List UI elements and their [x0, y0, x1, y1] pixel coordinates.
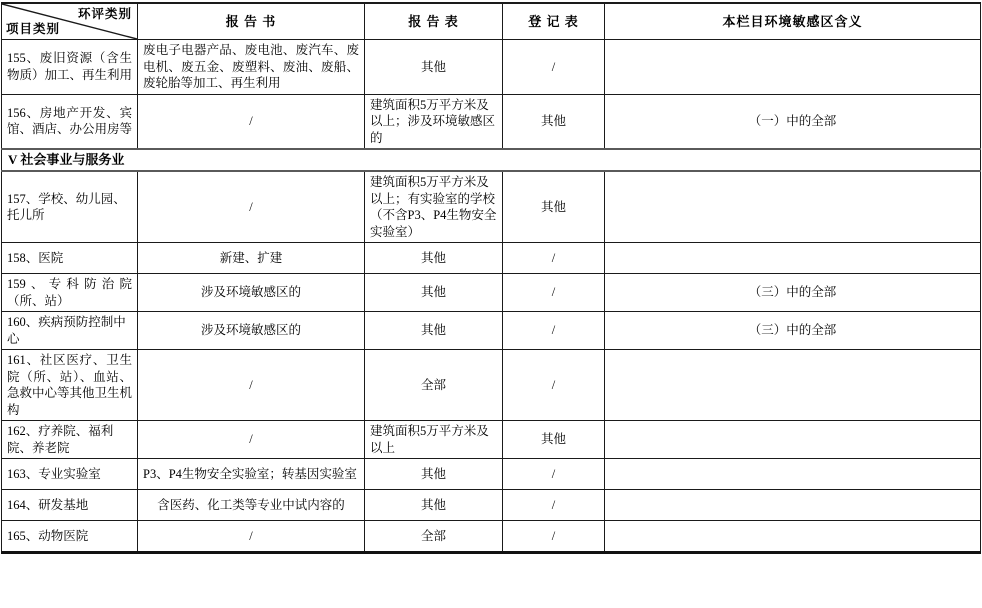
report-form-cell: 其他	[365, 40, 503, 95]
header-row	[2, 3, 981, 40]
report-form-cell: 建筑面积5万平方米及以上	[365, 421, 503, 459]
project-category-cell: 163、专业实验室	[2, 459, 138, 490]
report-book-cell: 涉及环境敏感区的	[138, 312, 365, 350]
table-row	[2, 459, 981, 490]
report-book-cell: /	[138, 171, 365, 243]
report-book-cell: 含医药、化工类等专业中试内容的	[138, 490, 365, 521]
report-form-cell: 其他	[365, 243, 503, 274]
header-cell-report-form: 报 告 表	[365, 3, 503, 40]
table-row	[2, 490, 981, 521]
registration-form-cell: /	[503, 521, 605, 553]
report-book-cell: /	[138, 421, 365, 459]
eia-category-table	[1, 2, 981, 554]
table-row	[2, 350, 981, 421]
sensitive-area-meaning-cell	[605, 421, 981, 459]
sensitive-area-meaning-cell: （一）中的全部	[605, 94, 981, 149]
project-category-cell: 156、房地产开发、宾馆、酒店、办公用房等	[2, 94, 138, 149]
registration-form-cell: /	[503, 490, 605, 521]
report-form-cell: 其他	[365, 490, 503, 521]
project-category-cell: 161、社区医疗、卫生院（所、站）、血站、急救中心等其他卫生机构	[2, 350, 138, 421]
registration-form-cell: 其他	[503, 171, 605, 243]
report-form-cell: 其他	[365, 459, 503, 490]
report-book-cell: 新建、扩建	[138, 243, 365, 274]
sensitive-area-meaning-cell	[605, 490, 981, 521]
report-form-cell: 其他	[365, 274, 503, 312]
registration-form-cell: 其他	[503, 94, 605, 149]
table-body	[2, 40, 981, 553]
registration-form-cell: /	[503, 243, 605, 274]
header-cell-report-book: 报 告 书	[138, 3, 365, 40]
project-category-cell: 157、学校、幼儿园、托儿所	[2, 171, 138, 243]
table-header	[2, 3, 981, 40]
sensitive-area-meaning-cell	[605, 171, 981, 243]
report-form-cell: 建筑面积5万平方米及以上；涉及环境敏感区的	[365, 94, 503, 149]
header-label-project-category: 项目类别	[6, 21, 61, 36]
report-book-cell: /	[138, 350, 365, 421]
table-row	[2, 243, 981, 274]
sensitive-area-meaning-cell	[605, 521, 981, 553]
sensitive-area-meaning-cell: （三）中的全部	[605, 274, 981, 312]
header-cell-sensitive-meaning: 本栏目环境敏感区含义	[605, 3, 981, 40]
section-header-label: V 社会事业与服务业	[2, 149, 981, 171]
report-book-cell: 涉及环境敏感区的	[138, 274, 365, 312]
report-book-cell: 废电子电器产品、废电池、废汽车、废电机、废五金、废塑料、废油、废船、废轮胎等加工、再生利用	[138, 40, 365, 95]
document-page	[1, 2, 980, 554]
header-label-eia-category: 环评类别	[77, 7, 132, 21]
report-book-cell: P3、P4生物安全实验室；转基因实验室	[138, 459, 365, 490]
table-row	[2, 94, 981, 149]
table-row	[2, 521, 981, 553]
table-row	[2, 312, 981, 350]
sensitive-area-meaning-cell	[605, 459, 981, 490]
header-cell-diagonal	[2, 3, 138, 40]
project-category-cell: 162、疗养院、福利院、养老院	[2, 421, 138, 459]
report-form-cell: 其他	[365, 312, 503, 350]
sensitive-area-meaning-cell	[605, 350, 981, 421]
report-form-cell: 建筑面积5万平方米及以上；有实验室的学校（不含P3、P4生物安全实验室）	[365, 171, 503, 243]
sensitive-area-meaning-cell	[605, 243, 981, 274]
table-row	[2, 274, 981, 312]
registration-form-cell: 其他	[503, 421, 605, 459]
table-row	[2, 40, 981, 95]
registration-form-cell: /	[503, 459, 605, 490]
project-category-cell: 164、研发基地	[2, 490, 138, 521]
table-row	[2, 171, 981, 243]
report-book-cell: /	[138, 521, 365, 553]
section-row	[2, 149, 981, 171]
sensitive-area-meaning-cell	[605, 40, 981, 95]
registration-form-cell: /	[503, 312, 605, 350]
project-category-cell: 160、疾病预防控制中心	[2, 312, 138, 350]
registration-form-cell: /	[503, 274, 605, 312]
registration-form-cell: /	[503, 40, 605, 95]
sensitive-area-meaning-cell: （三）中的全部	[605, 312, 981, 350]
project-category-cell: 159、专科防治院（所、站）	[2, 274, 138, 312]
report-form-cell: 全部	[365, 521, 503, 553]
report-form-cell: 全部	[365, 350, 503, 421]
project-category-cell: 158、医院	[2, 243, 138, 274]
header-cell-registration-form: 登 记 表	[503, 3, 605, 40]
project-category-cell: 165、动物医院	[2, 521, 138, 553]
table-row	[2, 421, 981, 459]
report-book-cell: /	[138, 94, 365, 149]
registration-form-cell: /	[503, 350, 605, 421]
project-category-cell: 155、废旧资源（含生物质）加工、再生利用	[2, 40, 138, 95]
